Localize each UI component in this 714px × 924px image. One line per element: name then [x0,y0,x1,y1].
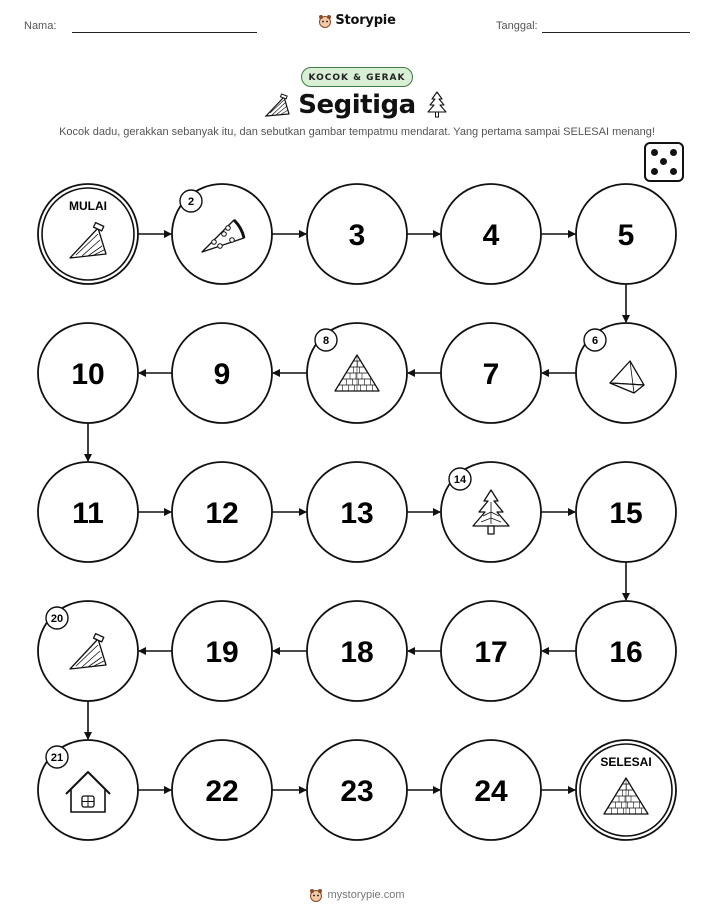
storypie-footer-icon [309,888,323,902]
space-number: 14 [453,474,467,486]
space-number: 8 [322,335,330,347]
space-number: 2 [187,196,195,208]
space-number: 15 [609,497,643,530]
space-number: 19 [205,636,239,669]
space-number: 11 [72,497,104,530]
board-space-17 [441,601,541,701]
space-number: 9 [213,358,231,391]
space-number: 7 [482,358,500,391]
board-space-10 [38,323,138,423]
brand-name: Storypie [335,13,396,28]
board-space-13 [307,462,407,562]
board-space-23 [307,740,407,840]
board-space-2 [172,184,272,284]
board-space-19 [172,601,272,701]
space-number: 4 [482,219,500,252]
board-space-18 [307,601,407,701]
page-title: Segitiga [298,90,416,120]
space-number: 3 [348,219,366,252]
name-label: Nama: [24,20,57,32]
finish-label: SELESAI [600,755,652,769]
date-label: Tanggal: [496,20,538,32]
space-number: 23 [340,775,374,808]
start-label: MULAI [69,199,107,213]
space-number: 18 [340,636,374,669]
space-number: 16 [609,636,643,669]
board-space-4 [441,184,541,284]
board-space-20 [38,601,138,701]
space-number: 12 [205,497,239,530]
board-space-24 [441,740,541,840]
board-space-12 [172,462,272,562]
board-space-9 [172,323,272,423]
board-space-14 [441,462,541,562]
footer-site[interactable]: mystorypie.com [327,889,405,901]
board-space-16 [576,601,676,701]
board-space-7 [441,323,541,423]
space-number: 13 [340,497,374,530]
space-number: 22 [205,775,239,808]
finish-space [576,740,676,840]
footer [0,888,714,905]
board-space-21 [38,740,138,840]
space-number: 20 [50,613,64,625]
board-space-6 [576,323,676,423]
space-number: 24 [474,775,508,808]
game-type-badge: KOCOK & GERAK [301,67,413,87]
space-number: 21 [50,752,64,764]
instructions: Kocok dadu, gerakkan sebanyak itu, dan sebutkan gambar tempatmu mendarat. Yang pertama sampai SELESAI menang! [59,126,655,138]
space-number: 5 [617,219,635,252]
start-space [38,184,138,284]
board-space-8 [307,323,407,423]
board-space-15 [576,462,676,562]
space-number: 17 [474,636,508,669]
space-number: 6 [591,335,599,347]
board-space-11 [38,462,138,562]
board-space-5 [576,184,676,284]
board-space-3 [307,184,407,284]
space-number: 10 [71,358,105,391]
board-space-22 [172,740,272,840]
